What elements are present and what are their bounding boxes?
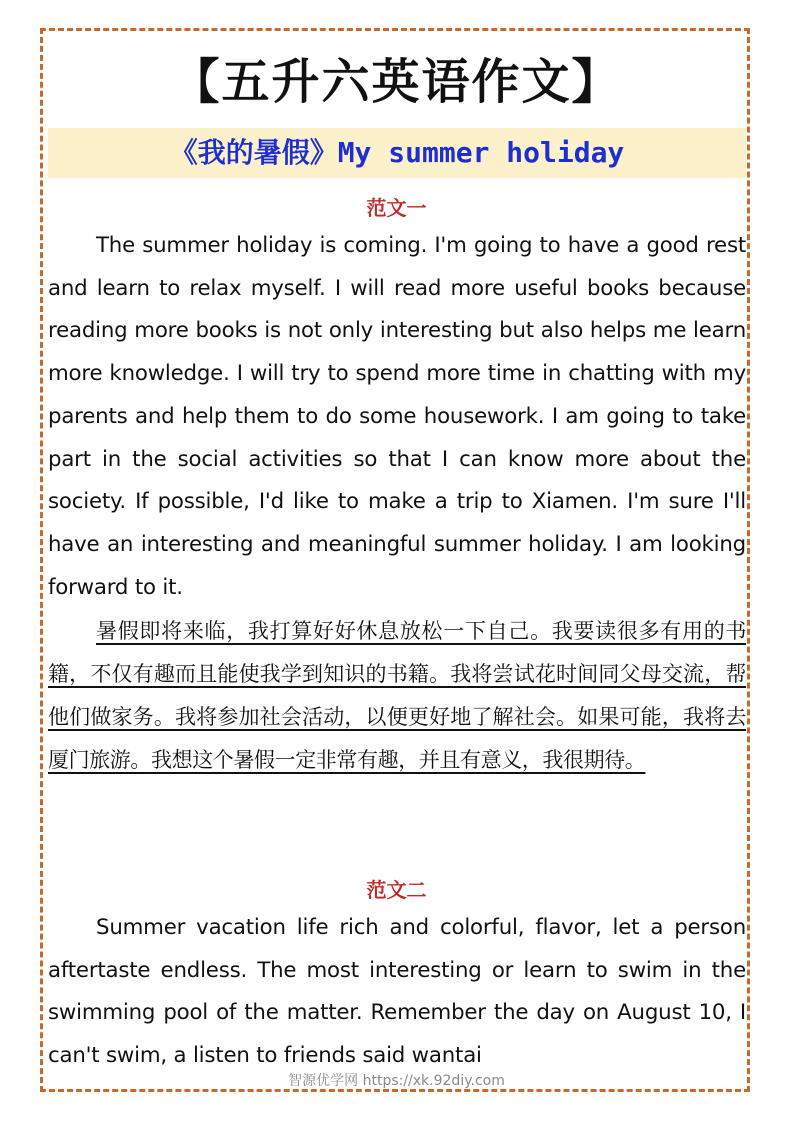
essay-1-english: The summer holiday is coming. I'm going to have a good rest and learn to relax myself. I will read more useful books because reading more books is not only interesting but also helps me learn more knowledge. I will try to spend more time in chatting with my parents and help them to do some housework. I am going to take part in the social activities so that I can know more about the society. If possible, I'd like to make a trip to Xiamen. I'm sure I'll have an interesting and meaningful summer holiday. I am looking forward to it. [48, 233, 746, 600]
essay-1-chinese-translation: 暑假即将来临，我打算好好休息放松一下自己。我要读很多有用的书籍，不仅有趣而且能使我学到知识的书籍。我将尝试花时间同父母交流，帮他们做家务。我将参加社会活动，以便更好地了解社会。如果可能，我将去厦门旅游。我想这个暑假一定非常有趣，并且有意义，我很期待。 [48, 619, 746, 772]
essay-2-english: Summer vacation life rich and colorful, flavor, let a person aftertaste endless. The most interesting or learn to swim in the swimming pool of the matter. Remember the day on August 10, I can't swim, a listen to friends said wantai [48, 915, 746, 1069]
section-heading-1: 范文一 [366, 196, 427, 220]
subtitle: 《我的暑假》My summer holiday [169, 136, 625, 169]
footer-watermark: 智源优学网 https://xk.92diy.com [288, 1073, 505, 1089]
page-title: 【五升六英语作文】 [171, 54, 622, 110]
section-heading-2: 范文二 [366, 878, 427, 902]
